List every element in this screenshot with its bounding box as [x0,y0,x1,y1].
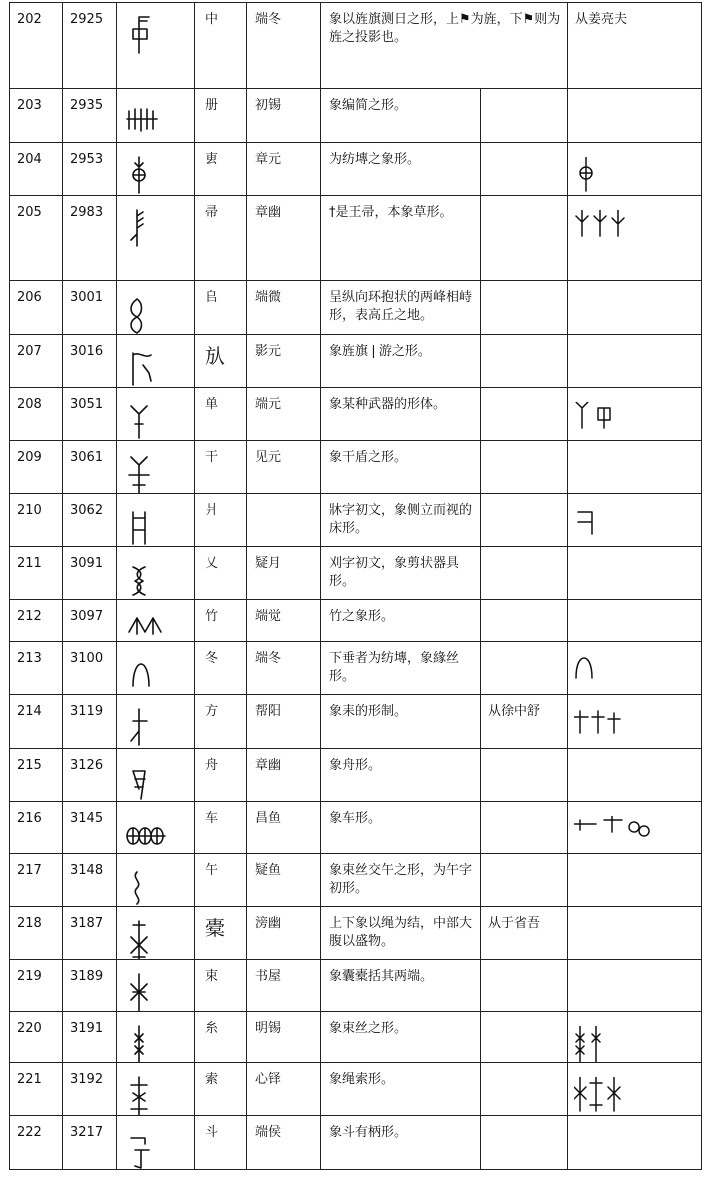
scissors-glyph-icon [125,557,169,600]
variant-forms [568,441,702,494]
variant-forms [568,802,702,854]
modern-character: 爿 [195,494,247,547]
scholar-reference [481,143,568,196]
scholar-reference [481,854,568,907]
variant-forms [568,89,702,143]
description-text: 象旌旗❘游之形。 [329,344,431,359]
description-text: 象斗有柄形。 [329,1125,408,1140]
chariot-glyph-icon [125,812,169,854]
modern-character: 糸 [195,1012,247,1063]
modern-character: 叀 [195,143,247,196]
ancient-glyph-cell [117,695,195,749]
variant-forms [568,642,702,695]
variant-forms [568,600,702,642]
row-number: 208 [10,388,63,441]
silk-skein-glyph-icon [125,1022,169,1063]
table-row [10,281,702,335]
row-code: 3189 [63,960,117,1012]
ancient-glyph-cell [117,907,195,960]
phonetic-source: 章幽 [247,749,321,802]
scholar-reference [481,600,568,642]
arch-variant-icon [574,656,658,695]
ancient-glyph-cell [117,960,195,1012]
table-row [10,143,702,196]
row-number: 202 [10,3,63,89]
glyph-description [321,802,481,854]
modern-character: 斗 [195,1116,247,1170]
row-number: 207 [10,335,63,388]
scholar-reference [481,494,568,547]
ancient-glyph-cell [117,143,195,196]
ancient-glyph-cell [117,89,195,143]
glyph-description [321,3,568,89]
variant-forms [568,1012,702,1063]
ancient-glyph-cell [117,802,195,854]
description-text: 象束丝之形。 [329,1021,408,1036]
scholar-reference [481,388,568,441]
twisted-thread-glyph-icon [125,864,169,907]
description-text: 象囊橐括其两端。 [329,969,434,984]
row-code: 3217 [63,1116,117,1170]
variant-forms [568,854,702,907]
table-row [10,1063,702,1116]
rope-glyph-icon [125,1073,169,1116]
table-row [10,695,702,749]
row-code: 3145 [63,802,117,854]
scholar-reference: 从徐中舒 [481,695,568,749]
scholar-reference [481,547,568,600]
table-row [10,3,702,89]
row-code: 3061 [63,441,117,494]
row-number: 209 [10,441,63,494]
row-code: 3100 [63,642,117,695]
row-number: 220 [10,1012,63,1063]
phonetic-source: 端侯 [247,1116,321,1170]
bundle-glyph-icon [125,970,169,1012]
table-row [10,960,702,1012]
row-number: 206 [10,281,63,335]
description-text: 象编简之形。 [329,98,408,113]
variant-forms: 从姜亮夫 [568,3,702,89]
ancient-glyph-cell [117,642,195,695]
glyph-description [321,960,481,1012]
variant-forms [568,335,702,388]
description-text: 呈纵向环抱状的两峰相峙形，表高丘之地。 [329,290,473,323]
twin-peaks-glyph-icon [125,291,169,335]
glyph-description [321,1063,481,1116]
description-text: 刈字初文，象剪状器具形。 [329,556,460,589]
scholar-reference [481,642,568,695]
phonetic-source: 见元 [247,441,321,494]
ancient-glyph-cell [117,600,195,642]
description-text: 象舟形。 [329,758,382,773]
modern-character: 冬 [195,642,247,695]
description-text: 象某种武器的形体。 [329,397,447,412]
phonetic-source: 端觉 [247,600,321,642]
phonetic-source: 初锡 [247,89,321,143]
row-number: 214 [10,695,63,749]
silk-variants-icon [574,1026,658,1063]
modern-character: 帚 [195,196,247,281]
ancient-glyph-cell [117,749,195,802]
variant-forms [568,907,702,960]
variant-forms [568,1063,702,1116]
modern-character: 午 [195,854,247,907]
modern-character: 方 [195,695,247,749]
ancient-glyph-cell [117,441,195,494]
scholar-reference [481,749,568,802]
description-text: 为纺塼之象形。 [329,152,421,167]
row-code: 3191 [63,1012,117,1063]
description-text: 象耒的形制。 [329,704,408,719]
modern-character: 乂 [195,547,247,600]
shield-fork-glyph-icon [125,451,169,494]
row-code: 2983 [63,196,117,281]
forked-weapon-glyph-icon [125,398,169,441]
bamboo-slips-glyph-icon [125,99,169,143]
row-code: 2953 [63,143,117,196]
row-code: 2935 [63,89,117,143]
row-number: 222 [10,1116,63,1170]
table-row [10,441,702,494]
variant-forms [568,547,702,600]
waving-flag-glyph-icon [125,345,169,388]
flag-banner-glyph-icon [125,13,169,59]
chariot-variants-icon [574,816,658,854]
phonetic-source: 影元 [247,335,321,388]
plough-variants-icon [574,709,658,749]
boat-glyph-icon [125,759,169,802]
phonetic-source: 帮阳 [247,695,321,749]
row-number: 215 [10,749,63,802]
scholar-reference [481,802,568,854]
phonetic-source: 心铎 [247,1063,321,1116]
ancient-glyph-cell [117,388,195,441]
glyph-description [321,642,481,695]
row-number: 205 [10,196,63,281]
ancient-glyph-cell [117,1116,195,1170]
modern-character: 册 [195,89,247,143]
variant-forms [568,695,702,749]
glyph-description [321,388,481,441]
row-code: 3148 [63,854,117,907]
glyph-description [321,600,481,642]
row-code: 3187 [63,907,117,960]
modern-character: 舟 [195,749,247,802]
row-code: 3126 [63,749,117,802]
table-row [10,642,702,695]
table-row [10,388,702,441]
modern-character: 束 [195,960,247,1012]
glyph-description [321,441,481,494]
tied-sack-glyph-icon [125,917,169,960]
phonetic-source: 端元 [247,388,321,441]
spindle-variant-icon [574,157,658,196]
variant-forms [568,143,702,196]
modern-character: 橐 [195,907,247,960]
variant-forms [568,749,702,802]
phonetic-source: 章幽 [247,196,321,281]
description-text: 竹之象形。 [329,609,395,624]
description-text: 上下象以绳为结，中部大腹以盛物。 [329,916,473,949]
description-text: 象束丝交午之形，为午字初形。 [329,863,473,896]
table-row [10,907,702,960]
scholar-reference [481,441,568,494]
glyph-description [321,907,481,960]
glyph-description [321,695,481,749]
phonetic-source: 端冬 [247,642,321,695]
table-row [10,854,702,907]
phonetic-source: 疑鱼 [247,854,321,907]
variant-forms [568,388,702,441]
row-code: 3001 [63,281,117,335]
scholar-reference [481,196,568,281]
description-text: †是王帚，本象草形。 [329,205,453,220]
variant-forms [568,281,702,335]
bed-glyph-icon [125,504,169,547]
variant-forms [568,494,702,547]
table-row [10,749,702,802]
row-code: 3091 [63,547,117,600]
row-code: 3097 [63,600,117,642]
row-number: 213 [10,642,63,695]
ancient-glyph-cell [117,1012,195,1063]
row-code: 2925 [63,3,117,89]
row-code: 3051 [63,388,117,441]
table-row [10,196,702,281]
glyph-description [321,854,481,907]
glyph-description [321,547,481,600]
glyph-description [321,196,481,281]
plough-glyph-icon [125,705,169,749]
modern-character: 中 [195,3,247,89]
ancient-glyph-cell [117,1063,195,1116]
weapon-variants-icon [574,402,658,441]
table-row [10,494,702,547]
row-code: 3119 [63,695,117,749]
grass-variants-icon [574,210,658,250]
phonetic-source: 昌鱼 [247,802,321,854]
description-text: 象车形。 [329,811,382,826]
ancient-glyph-cell [117,281,195,335]
bamboo-leaves-glyph-icon [125,610,169,642]
phonetic-source: 章元 [247,143,321,196]
table-row [10,600,702,642]
row-number: 221 [10,1063,63,1116]
description-text: 象以旌旗测日之形，上⚑为旌，下⚑则为旌之投影也。 [329,12,561,45]
scholar-reference [481,1012,568,1063]
glyph-description [321,89,481,143]
ancient-glyph-cell [117,3,195,89]
description-text: 下垂者为纺塼，象緣丝形。 [329,651,460,684]
modern-character: 单 [195,388,247,441]
glyph-description [321,1116,481,1170]
description-text: 象绳索形。 [329,1072,395,1087]
row-number: 217 [10,854,63,907]
phonetic-source: 端冬 [247,3,321,89]
bed-variant-icon [574,508,658,547]
scholar-reference [481,89,568,143]
table-row [10,1116,702,1170]
table-row [10,802,702,854]
row-number: 219 [10,960,63,1012]
phonetic-source: 端微 [247,281,321,335]
variant-forms [568,960,702,1012]
table-row [10,547,702,600]
scholar-reference [481,281,568,335]
table-row [10,89,702,143]
glyph-description [321,143,481,196]
scholar-reference [481,1063,568,1116]
table-row [10,1012,702,1063]
glyph-description [321,749,481,802]
variant-forms [568,196,702,281]
ancient-glyph-cell [117,547,195,600]
table-row [10,335,702,388]
rope-variants-icon [574,1077,658,1116]
description-text: 象干盾之形。 [329,450,408,465]
row-code: 3016 [63,335,117,388]
row-code: 3192 [63,1063,117,1116]
glyph-description [321,1012,481,1063]
description-text: 牀字初文，象侧立而视的床形。 [329,503,473,536]
glyph-description [321,335,481,388]
phonetic-source: 明锡 [247,1012,321,1063]
grass-stalk-glyph-icon [125,206,169,252]
phonetic-source [247,494,321,547]
spindle-glyph-icon [125,153,169,196]
modern-character: 干 [195,441,247,494]
hanging-thread-glyph-icon [125,652,169,695]
row-number: 211 [10,547,63,600]
phonetic-source: 滂幽 [247,907,321,960]
scholar-reference: 从于省吾 [481,907,568,960]
scholar-reference [481,1116,568,1170]
modern-character: 㫃 [195,335,247,388]
glyph-description [321,494,481,547]
phonetic-source: 疑月 [247,547,321,600]
ladle-glyph-icon [125,1126,169,1170]
modern-character: 车 [195,802,247,854]
scholar-reference [481,335,568,388]
row-number: 204 [10,143,63,196]
ancient-glyph-cell [117,854,195,907]
modern-character: 𠂤 [195,281,247,335]
row-number: 203 [10,89,63,143]
row-number: 218 [10,907,63,960]
modern-character: 竹 [195,600,247,642]
glyph-table [9,2,702,1170]
glyph-description [321,281,481,335]
ancient-glyph-cell [117,494,195,547]
ancient-glyph-cell [117,335,195,388]
row-number: 212 [10,600,63,642]
row-number: 210 [10,494,63,547]
phonetic-source: 书屋 [247,960,321,1012]
row-number: 216 [10,802,63,854]
ancient-glyph-cell [117,196,195,281]
modern-character: 索 [195,1063,247,1116]
variant-forms [568,1116,702,1170]
row-code: 3062 [63,494,117,547]
scholar-reference [481,960,568,1012]
